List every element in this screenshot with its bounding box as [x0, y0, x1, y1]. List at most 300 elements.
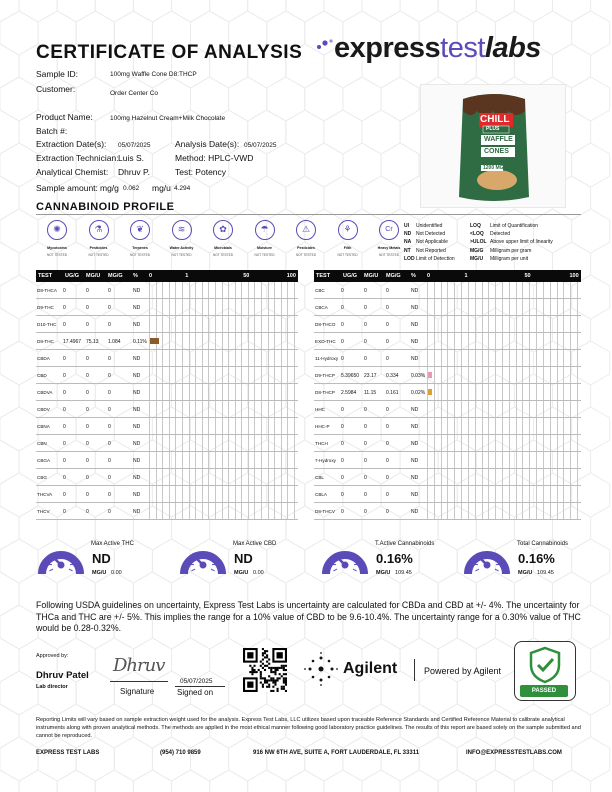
cell-mgu: 0 [86, 305, 89, 311]
cell-ug: 0 [341, 356, 344, 362]
footer-email[interactable]: INFO@EXPRESSTESTLABS.COM [466, 750, 562, 756]
logo-dots-icon [316, 38, 334, 52]
cell-mgg: 0 [108, 441, 111, 447]
cell-pct: ND [133, 322, 141, 328]
gauge-value: ND [92, 551, 111, 566]
product-line2: CONES [484, 148, 509, 155]
cell-mgg: 0 [386, 492, 389, 498]
cell-mgg: 0 [108, 407, 111, 413]
mycotoxin-icon: ✺ [47, 220, 67, 240]
value-bar [428, 372, 432, 378]
signed-line [175, 686, 225, 687]
cell-pct: 0.02% [411, 390, 426, 396]
customer-value: Order Center Co [110, 90, 159, 97]
table-row [36, 333, 298, 350]
test-name: Terpenes [132, 246, 148, 250]
legend-text: Milligram per unit [490, 255, 529, 262]
signed-on-label: Signed on [177, 688, 214, 697]
divider [36, 214, 581, 215]
table-row [314, 333, 581, 350]
cell-pct: ND [133, 356, 141, 362]
test-name: Pesticides [297, 246, 315, 250]
cell-name: HHC [315, 407, 325, 412]
passed-label: PASSED [520, 685, 568, 697]
cell-name: D10-THC [37, 322, 57, 327]
legend-code: UI [404, 223, 409, 229]
value-bar [150, 338, 159, 344]
header-pct: % [133, 273, 138, 279]
table-row [314, 299, 581, 316]
legend-text: Not Detected [416, 231, 446, 238]
cell-ug: 0 [63, 373, 66, 379]
cell-name: CBDV [37, 407, 50, 412]
table-row [314, 350, 581, 367]
gauge-value: 0.16% [518, 551, 555, 566]
table-row [36, 384, 298, 401]
sample-id-label: Sample ID: [36, 69, 79, 79]
legend-code: NA [404, 239, 412, 246]
scale-s0: 0 [427, 273, 431, 279]
pesticide-bottle-icon: ⚠ [296, 220, 316, 240]
cell-pct: ND [411, 356, 419, 362]
cell-ug: 0 [63, 509, 66, 515]
cell-pct: ND [133, 492, 141, 498]
filth-icon: ⚘ [338, 220, 358, 240]
header-mgg: MG/G [386, 273, 401, 279]
cell-mgu: 0 [364, 509, 367, 515]
cell-name: D8-THC [37, 339, 54, 344]
legend-item [404, 231, 445, 237]
cell-pct: ND [411, 475, 419, 481]
agilent-spark-icon [303, 651, 339, 687]
table-row [36, 435, 298, 452]
legend-code: >ULOL [470, 239, 487, 246]
test-name: Moisture [257, 246, 272, 250]
test-status: NOT TESTED [212, 253, 234, 257]
test-status: NOT TESTED [46, 253, 68, 257]
header-mgu: MG/U [364, 273, 379, 279]
product-brand-sub: PLUS [486, 126, 500, 132]
cell-mgg: 0 [108, 373, 111, 379]
table-row [314, 282, 581, 299]
cannabinoid-table-left [36, 270, 298, 522]
legend-text: Limit of Detection [416, 255, 455, 262]
cell-ug: 0 [63, 458, 66, 464]
technician-value: Luis S. [118, 153, 144, 163]
cell-pct: ND [133, 407, 141, 413]
cell-mgg: 0 [108, 475, 111, 481]
agilent-powered: Powered by Agilent [424, 666, 502, 676]
cell-mgu: 0 [364, 356, 367, 362]
table-row [314, 486, 581, 503]
cell-name: CBG [37, 475, 47, 480]
shield-check-icon [528, 646, 562, 684]
cell-mgg: 0 [386, 475, 389, 481]
gauge-sub-label: MG/U [92, 570, 107, 576]
legend-code: LOD [404, 255, 415, 262]
approver-name: Dhruv Patel [36, 670, 89, 681]
table-row [314, 435, 581, 452]
cell-mgu: 0 [364, 424, 367, 430]
cell-pct: ND [411, 322, 419, 328]
legend-text: Not Applicable [416, 239, 448, 246]
cell-name: CBNA [37, 424, 50, 429]
table-row [36, 401, 298, 418]
gauge-title: Max Active THC [91, 541, 134, 547]
legend-item [470, 231, 510, 237]
cell-mgu: 0 [86, 509, 89, 515]
test-status: NOT TESTED [88, 253, 109, 257]
chemist-label: Analytical Chemist: [36, 167, 109, 177]
cannabinoid-table-right [314, 270, 581, 522]
agilent-divider [414, 659, 415, 681]
pesticide-icon: ⚗ [89, 220, 109, 240]
legend-code: <LOQ [470, 231, 484, 238]
legend-item [404, 223, 442, 229]
cell-ug: 0 [341, 305, 344, 311]
cell-name: CBDVA [37, 390, 53, 395]
cell-mgu: 0 [364, 322, 367, 328]
header-mgg: MG/G [108, 273, 123, 279]
test-value: Test: Potency [175, 167, 227, 177]
cell-pct: ND [133, 373, 141, 379]
legend-item [470, 256, 528, 262]
cell-mgg: 0 [108, 390, 111, 396]
test-status: NOT TESTED [129, 253, 151, 257]
table-row [314, 367, 581, 384]
cell-ug: 0 [341, 458, 344, 464]
mgg-label: mg/g [100, 183, 119, 193]
approved-by-label: Approved by: [36, 653, 69, 659]
scale-s1: 1 [185, 273, 189, 279]
test-name: Filth [343, 246, 352, 250]
gauge-dial-icon [36, 540, 86, 580]
product-brand-text: CHILL [480, 114, 510, 125]
cell-mgu: 0 [86, 373, 89, 379]
cell-mgu: 0 [86, 322, 89, 328]
cell-ug: 0 [341, 407, 344, 413]
cell-pct: ND [133, 441, 141, 447]
cell-ug: 0 [341, 509, 344, 515]
sample-id-value: 100mg Waffle Cone D8:THCP [110, 71, 197, 78]
header-pct: % [411, 273, 416, 279]
cell-mgg: 0 [386, 509, 389, 515]
cell-mgg: 0 [108, 424, 111, 430]
test-name: Microbials [214, 246, 232, 250]
legend-code: MG/G [470, 247, 484, 254]
cell-mgg: 0 [108, 492, 111, 498]
cell-pct: ND [133, 424, 141, 430]
cell-mgg: 0 [108, 458, 111, 464]
cell-pct: ND [133, 458, 141, 464]
footer-company: EXPRESS TEST LABS [36, 750, 100, 756]
cell-name: D8-THCA [37, 288, 57, 293]
cell-pct: ND [133, 509, 141, 515]
gauge-value: ND [234, 551, 253, 566]
cell-ug: 0 [63, 441, 66, 447]
technician-label: Extraction Technician: [36, 153, 119, 163]
table-row [314, 384, 581, 401]
legend-code: MG/U [470, 255, 484, 262]
sample-amount-label: Sample amount: [36, 183, 98, 193]
cell-ug: 0 [63, 475, 66, 481]
method-value: Method: HPLC-VWD [175, 153, 254, 163]
legend-item [470, 223, 538, 229]
test-name: Heavy Metals [377, 246, 401, 250]
legend-text: Limit of Quantification [490, 223, 539, 229]
heavy-metal-icon: Cr [379, 220, 399, 240]
cell-name: 11-Hydroxy [315, 356, 339, 361]
legend-code: NT [404, 247, 411, 254]
cell-mgu: 0 [86, 492, 89, 498]
test-name: Pesticides [89, 246, 108, 250]
table-row [36, 282, 298, 299]
signature-image: Dhruv [113, 655, 165, 676]
legend-text: Unidentified [416, 223, 443, 229]
cell-name: CBC [315, 288, 325, 293]
cell-mgg: 0.161 [386, 390, 399, 396]
customer-label: Customer: [36, 84, 76, 94]
cell-mgu: 23.17 [364, 373, 377, 379]
footer-phone[interactable]: (954) 710 9859 [160, 750, 201, 756]
legend-code: LOQ [470, 223, 481, 229]
cell-pct: 0.11% [133, 339, 147, 345]
table-row [36, 316, 298, 333]
cell-mgu: 0 [86, 356, 89, 362]
product-dose: 1200 MG [483, 165, 504, 171]
cell-name: CBD [37, 373, 47, 378]
cell-pct: ND [411, 424, 419, 430]
product-line1: WAFFLE [484, 136, 513, 143]
cell-pct: ND [133, 475, 141, 481]
product-value: 100mg Hazelnut Cream+Milk Chocolate [110, 115, 226, 122]
cell-ug: 0 [63, 390, 66, 396]
cell-mgu: 0 [86, 475, 89, 481]
gauge-dial-icon [178, 540, 228, 580]
gauge-value: 0.16% [376, 551, 413, 566]
cell-mgu: 0 [86, 288, 89, 294]
uncertainty-paragraph: Following USDA guidelines on uncertainty, Express Test Labs is uncertainty are calculated for CBDa and CBD at +/- 4%. The uncertainty for THCa and THC are +/- 5%. This implies the range for a 10% value of CBD to be 9.6-10.4%. The uncertainty range for a 0.30% value of THC would be 0.28-0.32%. [36, 600, 581, 633]
chemist-value: Dhruv P. [118, 167, 150, 177]
scale-s50: 50 [243, 273, 250, 279]
cell-mgg: 0 [386, 441, 389, 447]
product-label: Product Name: [36, 112, 93, 122]
cell-name: CBCA [315, 305, 328, 310]
cell-mgu: 0 [86, 458, 89, 464]
extraction-date-label: Extraction Date(s): [36, 139, 107, 149]
analysis-date-value: 05/07/2025 [244, 142, 277, 149]
cell-ug: 0 [341, 322, 344, 328]
cell-name: CBLA [315, 492, 328, 497]
scale-s100: 100 [286, 273, 296, 279]
microbial-icon: ✿ [213, 220, 233, 240]
footer-address: 916 NW 6TH AVE, SUITE A, FORT LAUDERDALE, FL 33311 [253, 750, 420, 756]
cell-pct: ND [411, 305, 419, 311]
cell-ug: 0 [63, 322, 66, 328]
table-row [36, 452, 298, 469]
cell-mgg: 0 [108, 509, 111, 515]
header-ug: UG/G [343, 273, 358, 279]
gauge-sub-label: MG/U [234, 570, 249, 576]
cell-mgg: 0 [108, 322, 111, 328]
cell-pct: ND [411, 458, 419, 464]
gauge-title: Max Active CBD [233, 541, 277, 547]
approver-role: Lab director [36, 684, 68, 690]
cell-mgu: 0 [364, 441, 367, 447]
cell-pct: ND [411, 339, 419, 345]
gauge-sub-value: 0.00 [111, 570, 122, 576]
test-status: NOT TESTED [378, 253, 400, 257]
cell-name: EXO-THC [315, 339, 336, 344]
cell-name: CBGA [37, 458, 51, 463]
table-row [36, 418, 298, 435]
signature-label: Signature [120, 687, 155, 696]
cell-mgg: 0 [386, 356, 389, 362]
legend-code: ND [404, 231, 412, 238]
cell-mgg: 0 [386, 424, 389, 430]
value-bar [428, 389, 432, 395]
cell-pct: ND [411, 509, 419, 515]
cell-mgg: 0 [386, 288, 389, 294]
company-logo: expresstestlabs [316, 32, 586, 66]
cell-mgg: 0 [386, 407, 389, 413]
cell-ug: 0 [341, 492, 344, 498]
gauge-sub-value: 0.00 [253, 570, 264, 576]
gauge-sub-value: 109.45 [395, 570, 412, 576]
cell-name: D8-THCV [315, 509, 335, 514]
cell-ug: 0 [63, 424, 66, 430]
cell-mgu: 0 [364, 475, 367, 481]
cell-name: D9-THCP [315, 373, 335, 378]
gauge-sub-label: MG/U [376, 570, 391, 576]
table-row [314, 469, 581, 486]
cell-ug: 0 [63, 288, 66, 294]
page-title: CERTIFICATE OF ANALYSIS [36, 42, 303, 63]
cell-ug: 0 [341, 441, 344, 447]
cell-mgu: 0 [86, 407, 89, 413]
cell-ug: 0 [63, 407, 66, 413]
cell-name: D8-THCO [315, 322, 336, 327]
mgu-value: 4.294 [174, 185, 191, 192]
cell-pct: ND [133, 288, 141, 294]
table-row [36, 299, 298, 316]
cell-mgg: 0 [386, 322, 389, 328]
table-row [314, 418, 581, 435]
scale-s0: 0 [149, 273, 153, 279]
gauge-title: T.Active Cannabinoids [375, 541, 435, 547]
cell-mgu: 0 [364, 339, 367, 345]
table-header [36, 270, 298, 282]
signed-date: 05/07/2025 [180, 678, 213, 685]
cell-ug: 0 [341, 475, 344, 481]
legend-text: Detected [490, 231, 511, 238]
product-image [420, 84, 566, 208]
cell-name: THCH [315, 441, 328, 446]
water-activity-icon: ≋ [172, 220, 192, 240]
test-status: NOT TESTED [295, 253, 317, 257]
cell-pct: ND [411, 492, 419, 498]
cell-ug: 17.4967 [63, 339, 82, 345]
cell-name: CBL [315, 475, 324, 480]
cell-mgg: 0 [386, 458, 389, 464]
cell-mgg: 0 [108, 356, 111, 362]
legend-text: Above upper limit of linearity [490, 239, 553, 246]
cell-ug: 0 [63, 356, 66, 362]
cell-mgu: 0 [86, 424, 89, 430]
header-test: TEST [316, 273, 331, 279]
scale-s100: 100 [569, 273, 579, 279]
test-status: NOT TESTED [171, 253, 192, 257]
cell-mgg: 0.334 [386, 373, 399, 379]
cell-mgu: 75.13 [86, 339, 99, 345]
cell-mgg: 0 [386, 305, 389, 311]
table-row [314, 452, 581, 469]
table-row [314, 316, 581, 333]
legend-item [404, 239, 448, 245]
mgg-value: 0.062 [123, 185, 140, 192]
agilent-name: Agilent [343, 660, 398, 677]
legend-text: Milligram per gram [490, 247, 532, 254]
test-status: NOT TESTED [254, 253, 275, 257]
cell-mgu: 11.15 [364, 390, 377, 396]
cell-ug: 0 [63, 492, 66, 498]
cell-mgu: 0 [86, 390, 89, 396]
header-test: TEST [38, 273, 53, 279]
cell-name: CBN [37, 441, 47, 446]
table-row [36, 469, 298, 486]
legend-item [470, 239, 553, 245]
signature-line [110, 681, 168, 682]
scale-s1: 1 [464, 273, 468, 279]
test-status: NOT TESTED [337, 253, 358, 257]
analysis-date-label: Analysis Date(s): [175, 139, 240, 149]
section-title: CANNABINOID PROFILE [36, 201, 175, 213]
cell-pct: ND [133, 305, 141, 311]
cell-ug: 0 [341, 424, 344, 430]
header-ug: UG/G [65, 273, 80, 279]
scale-s50: 50 [524, 273, 531, 279]
mgu-label: mg/u [152, 183, 171, 193]
cell-name: 7-Hydroxy [315, 458, 336, 463]
cell-name: HHC-P [315, 424, 330, 429]
cell-ug: 0 [341, 288, 344, 294]
legend-text: Not Reported [416, 247, 446, 254]
table-row [36, 350, 298, 367]
extraction-date-value: 05/07/2025 [118, 142, 151, 149]
cell-ug: 0 [341, 339, 344, 345]
qr-code-icon[interactable] [243, 648, 287, 692]
cell-mgg: 1.084 [108, 339, 121, 345]
gauge-title: Total Cannabinoids [517, 541, 569, 547]
legend-item [404, 248, 446, 254]
table-row [314, 503, 581, 520]
batch-label: Batch #: [36, 126, 68, 136]
table-row [36, 486, 298, 503]
gauge-sub-label: MG/U [518, 570, 533, 576]
cell-pct: ND [411, 441, 419, 447]
cell-mgu: 0 [364, 458, 367, 464]
cell-mgg: 0 [108, 288, 111, 294]
test-name: Water Activity [169, 246, 194, 250]
cell-ug: 0 [63, 305, 66, 311]
test-name: Mycotoxins [47, 246, 67, 250]
cell-name: D8-THCP [315, 390, 335, 395]
cell-name: THCV [37, 509, 50, 514]
moisture-icon: ☂ [255, 220, 275, 240]
footer-note: Reporting Limits will vary based on sample extraction weight used for the analysis. Express Test Labs, LLC utilizes based upon traceable Reference Standards and Certified Reference Material to calibrate analytical instruments along with proven analytical methods. The methods are applied in the most ethical manner following good laboratory practice guidelines. The results of this report are based solely on the sample submitted and cannot be reproduced. [36, 717, 581, 739]
table-row [314, 401, 581, 418]
cell-ug: 2.5984 [341, 390, 357, 396]
